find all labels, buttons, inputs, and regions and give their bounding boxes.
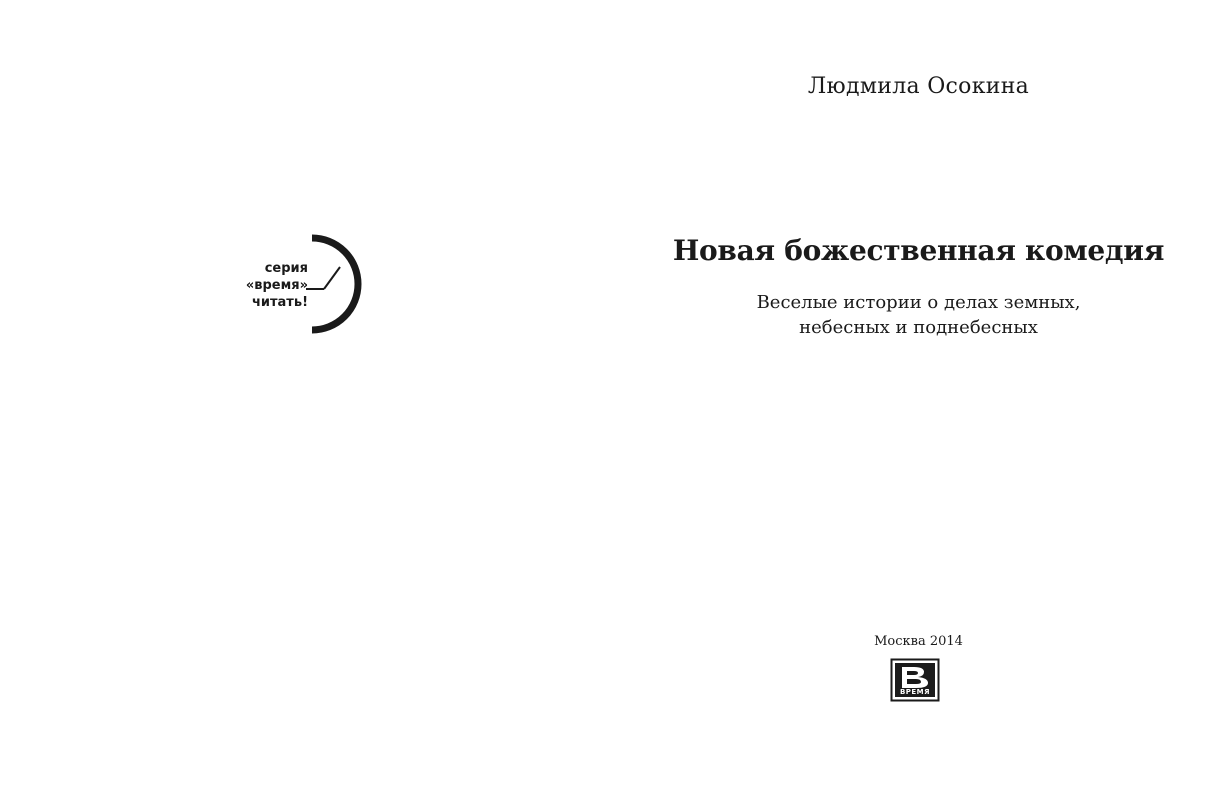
publisher-logo	[890, 658, 940, 702]
left-page	[0, 0, 612, 800]
series-line-3: читать!	[251, 295, 308, 310]
publisher-logo-text: ВРЕМЯ	[899, 688, 931, 696]
book-title: Новая божественная комедия	[672, 234, 1165, 267]
series-logo	[240, 230, 370, 340]
book-subtitle	[612, 290, 1225, 340]
author-name: Людмила Осокина	[807, 74, 1030, 99]
imprint-place-year: Москва 2014	[874, 634, 963, 649]
series-label	[246, 260, 308, 311]
series-line-1: серия	[264, 261, 308, 276]
subtitle-line-2: небесных и поднебесных	[799, 317, 1038, 338]
subtitle-line-1: Веселые истории о делах земных,	[756, 292, 1081, 313]
series-line-2: «время»	[245, 278, 308, 293]
right-page	[612, 0, 1225, 800]
